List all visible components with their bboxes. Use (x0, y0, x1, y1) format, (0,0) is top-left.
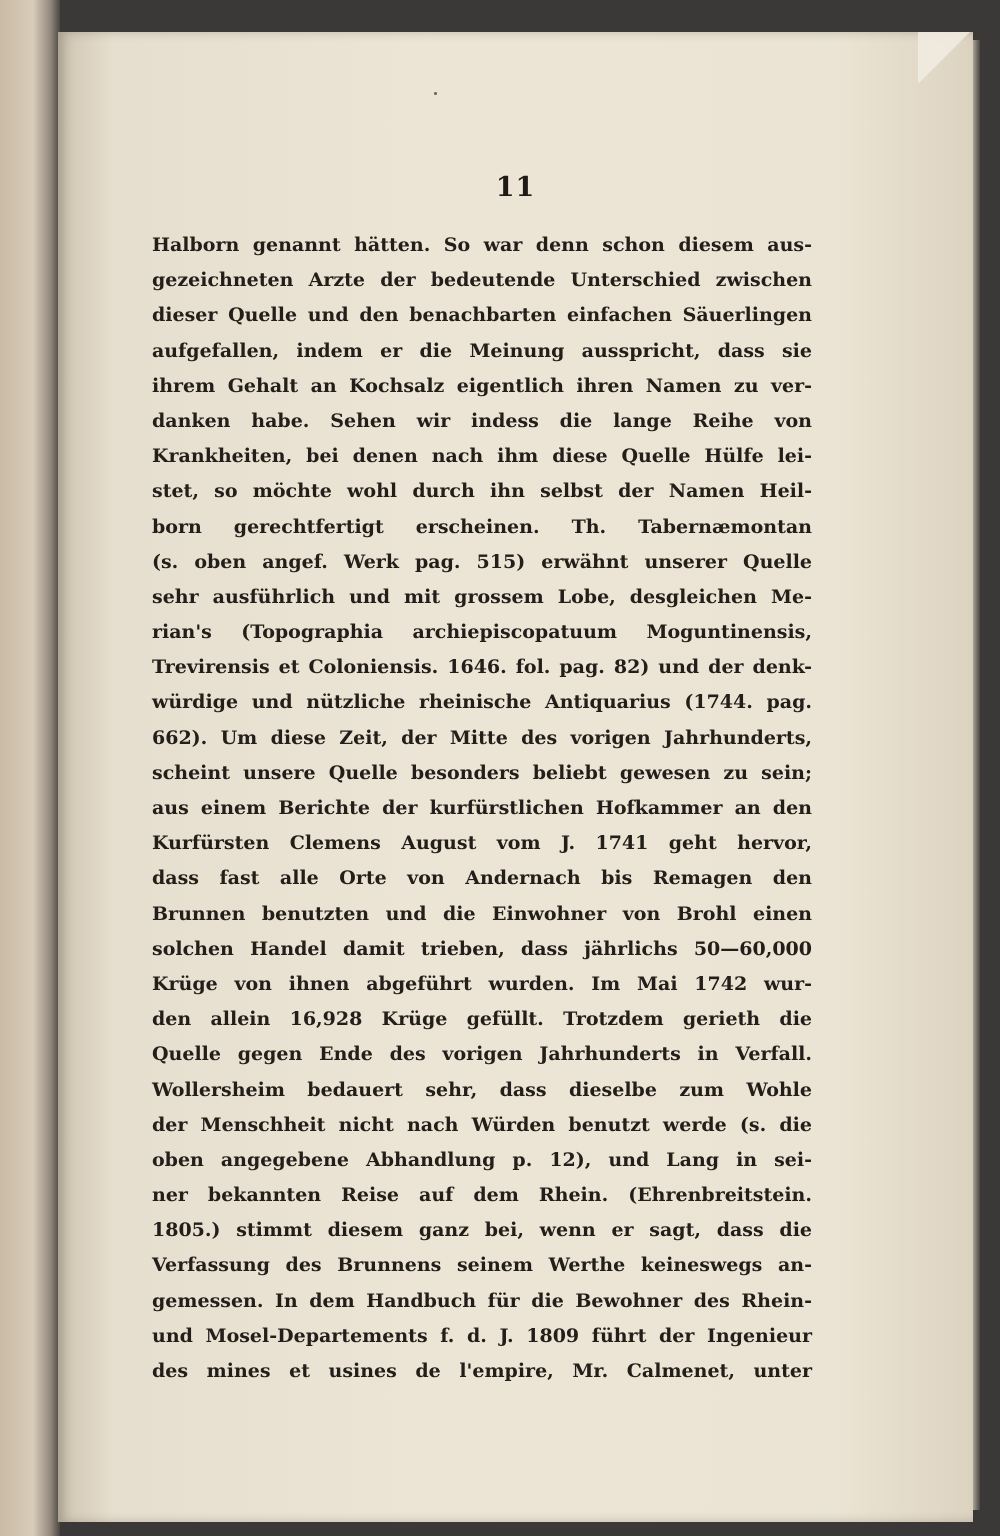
text-line: danken habe. Sehen wir indess die lange Reihe von (152, 409, 812, 432)
text-line: der Menschheit nicht nach Würden benutzt werde (s. die (152, 1113, 812, 1136)
text-line: Krankheiten, bei denen nach ihm diese Quelle Hülfe lei- (152, 445, 812, 468)
text-line: Kurfürsten Clemens August vom J. 1741 geht hervor, (152, 832, 812, 855)
text-line: (s. oben angef. Werk pag. 515) erwähnt unserer Quelle (152, 550, 812, 573)
text-line: sehr ausführlich und mit grossem Lobe, desgleichen Me- (152, 585, 812, 608)
text-line: würdige und nützliche rheinische Antiquarius (1744. pag. (152, 691, 812, 714)
text-line: solchen Handel damit trieben, dass jährlichs 50—60,000 (152, 937, 812, 960)
text-line: Trevirensis et Coloniensis. 1646. fol. pag. 82) und der denk- (152, 656, 812, 679)
text-line: born gerechtfertigt erscheinen. Th. Tabernæmontan (152, 515, 812, 538)
text-line: dass fast alle Orte von Andernach bis Remagen den (152, 867, 812, 890)
body-text (152, 228, 812, 1389)
text-line: 662). Um diese Zeit, der Mitte des vorigen Jahrhunderts, (152, 726, 812, 749)
text-line: aufgefallen, indem er die Meinung ausspricht, dass sie (152, 339, 812, 362)
text-line: Brunnen benutzten und die Einwohner von Brohl einen (152, 902, 812, 925)
text-line: stet, so möchte wohl durch ihn selbst der Namen Heil- (152, 480, 812, 503)
text-line: 1805.) stimmt diesem ganz bei, wenn er sagt, dass die (152, 1219, 812, 1242)
text-line: den allein 16,928 Krüge gefüllt. Trotzdem gerieth die (152, 1008, 812, 1031)
text-line: gezeichneten Arzte der bedeutende Unterschied zwischen (152, 269, 812, 292)
text-line: gemessen. In dem Handbuch für die Bewohner des Rhein- (152, 1289, 812, 1312)
text-line: rian's (Topographia archiepiscopatuum Moguntinensis, (152, 621, 812, 644)
text-line: und Mosel-Departements f. d. J. 1809 führt der Ingenieur (152, 1324, 812, 1347)
text-line: Verfassung des Brunnens seinem Werthe keineswegs an- (152, 1254, 812, 1277)
text-line: oben angegebene Abhandlung p. 12), und Lang in sei- (152, 1148, 812, 1171)
text-line: dieser Quelle und den benachbarten einfachen Säuerlingen (152, 304, 812, 327)
book-page (58, 32, 973, 1522)
text-line: Quelle gegen Ende des vorigen Jahrhunderts in Verfall. (152, 1043, 812, 1066)
text-line: scheint unsere Quelle besonders beliebt gewesen zu sein; (152, 761, 812, 784)
text-line: aus einem Berichte der kurfürstlichen Hofkammer an den (152, 797, 812, 819)
page-speck (434, 92, 437, 95)
left-page-edge (0, 0, 60, 1536)
text-line: Halborn genannt hätten. So war denn schon diesem aus- (152, 234, 812, 256)
folded-page-corner (918, 32, 970, 84)
text-line: Krüge von ihnen abgeführt wurden. Im Mai 1742 wur- (152, 972, 812, 995)
text-line: ihrem Gehalt an Kochsalz eigentlich ihren Namen zu ver- (152, 374, 812, 397)
text-line: Wollersheim bedauert sehr, dass dieselbe zum Wohle (152, 1078, 812, 1101)
text-line: des mines et usines de l'empire, Mr. Calmenet, unter (152, 1360, 812, 1382)
text-line: ner bekannten Reise auf dem Rhein. (Ehrenbreitstein. (152, 1184, 812, 1207)
page-number: 11 (495, 172, 536, 203)
